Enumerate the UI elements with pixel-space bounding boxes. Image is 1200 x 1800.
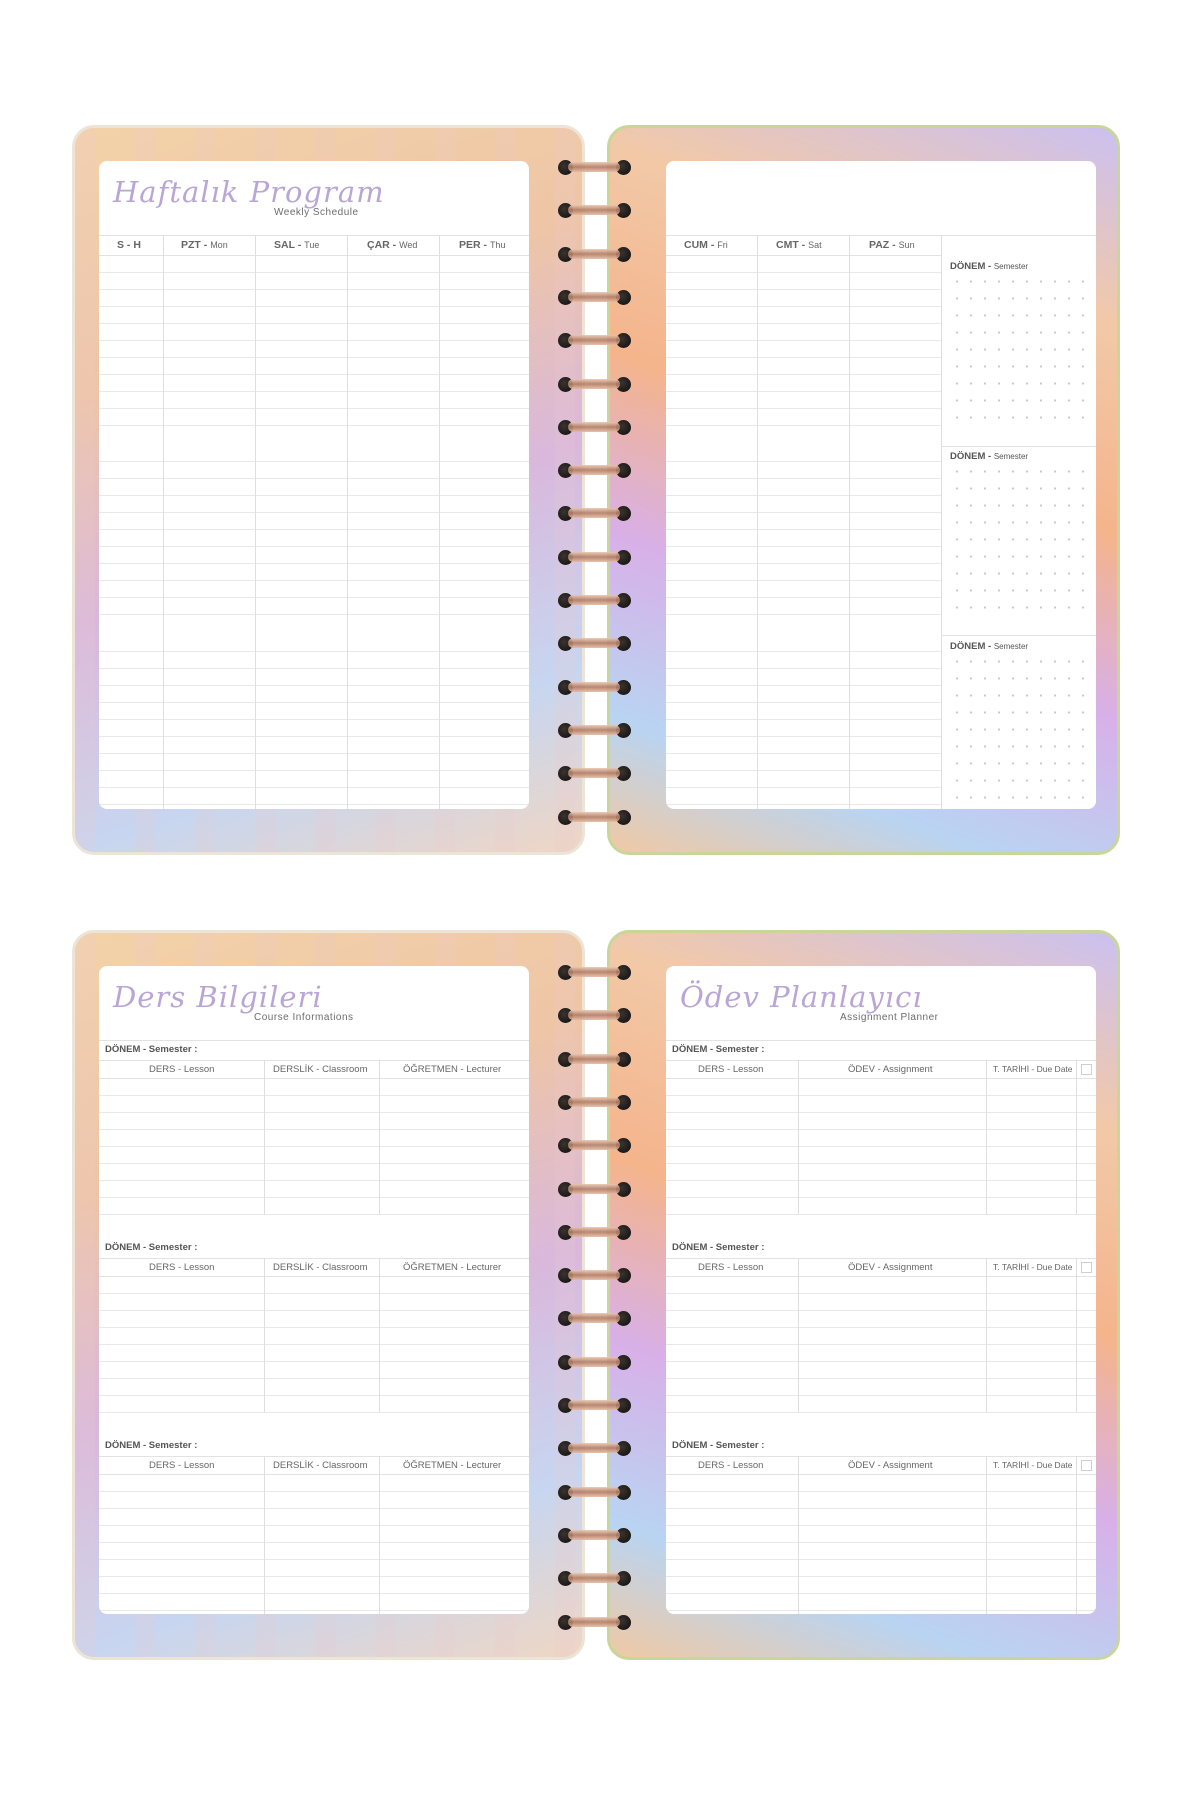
spiral-ring xyxy=(556,1135,636,1155)
binding-wire xyxy=(568,725,620,735)
col-classroom: DERSLİK - Classroom xyxy=(273,1262,368,1273)
binding-wire xyxy=(568,292,620,302)
weekly-subtitle: Weekly Schedule xyxy=(274,207,359,218)
assignment-title: Ödev Planlayıcı xyxy=(680,980,923,1014)
spiral-ring xyxy=(556,1049,636,1069)
course-info-page xyxy=(99,966,529,1614)
binding-wire xyxy=(568,1140,620,1150)
column-divider xyxy=(941,235,942,809)
binding-wire xyxy=(568,1443,620,1453)
course-rows-3[interactable] xyxy=(99,1475,529,1614)
assignment-rows-3[interactable] xyxy=(666,1475,1096,1614)
spiral-ring xyxy=(556,1395,636,1415)
divider xyxy=(666,1060,1096,1061)
col-assignment: ÖDEV - Assignment xyxy=(848,1262,933,1273)
column-divider xyxy=(255,235,256,809)
spiral-ring xyxy=(556,1179,636,1199)
binding-wire xyxy=(568,465,620,475)
spiral-ring xyxy=(556,1438,636,1458)
spiral-ring xyxy=(556,330,636,350)
spiral-ring xyxy=(556,1265,636,1285)
binding-wire xyxy=(568,682,620,692)
course-title: Ders Bilgileri xyxy=(113,980,323,1014)
col-lesson: DERS - Lesson xyxy=(698,1262,764,1273)
assignment-planner-page xyxy=(666,966,1096,1614)
divider xyxy=(666,235,1096,236)
binding-wire xyxy=(568,1573,620,1583)
column-divider xyxy=(264,1060,265,1214)
spiral-ring xyxy=(556,417,636,437)
spiral-ring xyxy=(556,590,636,610)
binding-wire xyxy=(568,1227,620,1237)
day-header-wed: ÇAR - Wed xyxy=(367,239,418,251)
day-header-tue: SAL - Tue xyxy=(274,239,320,251)
binding-wire xyxy=(568,1400,620,1410)
dot-grid-1[interactable] xyxy=(950,273,1090,425)
binding-wire xyxy=(568,1617,620,1627)
day-header-sh: S - H xyxy=(117,239,141,251)
column-divider xyxy=(986,1456,987,1614)
spiral-ring xyxy=(556,503,636,523)
col-classroom: DERSLİK - Classroom xyxy=(273,1460,368,1471)
right-cover xyxy=(607,930,1120,1660)
weekly-title: Haftalık Program xyxy=(113,175,385,209)
column-divider xyxy=(379,1258,380,1412)
binding-wire xyxy=(568,768,620,778)
spiral-ring xyxy=(556,633,636,653)
column-divider xyxy=(163,235,164,809)
semester-note-label: DÖNEM - Semester xyxy=(950,261,1029,272)
spiral-ring xyxy=(556,1482,636,1502)
divider xyxy=(99,1456,529,1457)
binding-wire xyxy=(568,1487,620,1497)
spiral-ring xyxy=(556,200,636,220)
spiral-binding xyxy=(556,962,636,1632)
spiral-ring xyxy=(556,1525,636,1545)
col-lecturer: ÖĞRETMEN - Lecturer xyxy=(403,1460,502,1471)
schedule-rows-3[interactable] xyxy=(666,635,941,809)
col-lecturer: ÖĞRETMEN - Lecturer xyxy=(403,1064,502,1075)
binding-wire xyxy=(568,379,620,389)
semester-label: DÖNEM - Semester : xyxy=(672,1242,765,1253)
weekly-right-page xyxy=(666,161,1096,809)
right-cover xyxy=(607,125,1120,855)
spiral-ring xyxy=(556,1005,636,1025)
divider xyxy=(941,446,1096,447)
check-icon xyxy=(1081,1460,1092,1471)
assignment-rows-1[interactable] xyxy=(666,1079,1096,1215)
assignment-subtitle: Assignment Planner xyxy=(840,1012,939,1023)
col-lesson: DERS - Lesson xyxy=(698,1064,764,1075)
column-divider xyxy=(439,235,440,809)
divider xyxy=(941,635,1096,636)
semester-label: DÖNEM - Semester : xyxy=(672,1044,765,1055)
spiral-ring xyxy=(556,1092,636,1112)
left-cover xyxy=(72,125,585,855)
column-divider xyxy=(986,1060,987,1214)
column-divider xyxy=(849,235,850,809)
binding-wire xyxy=(568,1357,620,1367)
column-divider xyxy=(1076,1060,1077,1214)
spiral-ring xyxy=(556,677,636,697)
day-header-sat: CMT - Sat xyxy=(776,239,822,251)
column-divider xyxy=(798,1456,799,1614)
col-assignment: ÖDEV - Assignment xyxy=(848,1460,933,1471)
divider xyxy=(666,1040,1096,1041)
binding-wire xyxy=(568,1054,620,1064)
spiral-ring xyxy=(556,1568,636,1588)
binding-wire xyxy=(568,967,620,977)
day-header-thu: PER - Thu xyxy=(459,239,506,251)
column-divider xyxy=(264,1258,265,1412)
spiral-ring xyxy=(556,1222,636,1242)
semester-note-label: DÖNEM - Semester xyxy=(950,641,1029,652)
column-divider xyxy=(986,1258,987,1412)
semester-note-label: DÖNEM - Semester xyxy=(950,451,1029,462)
spiral-ring xyxy=(556,1612,636,1632)
spiral-ring xyxy=(556,1308,636,1328)
spiral-ring xyxy=(556,244,636,264)
day-header-mon: PZT - Mon xyxy=(181,239,228,251)
spiral-ring xyxy=(556,720,636,740)
check-icon xyxy=(1081,1064,1092,1075)
binding-wire xyxy=(568,508,620,518)
course-assignment-spread xyxy=(72,930,1122,1660)
column-divider xyxy=(798,1258,799,1412)
binding-wire xyxy=(568,1530,620,1540)
semester-label: DÖNEM - Semester : xyxy=(105,1242,198,1253)
binding-wire xyxy=(568,205,620,215)
col-assignment: ÖDEV - Assignment xyxy=(848,1064,933,1075)
binding-wire xyxy=(568,1097,620,1107)
day-header-sun: PAZ - Sun xyxy=(869,239,915,251)
check-icon xyxy=(1081,1262,1092,1273)
weekly-left-page xyxy=(99,161,529,809)
spiral-ring xyxy=(556,460,636,480)
spiral-ring xyxy=(556,962,636,982)
dot-grid-3[interactable] xyxy=(950,653,1090,805)
course-rows-2[interactable] xyxy=(99,1277,529,1413)
divider xyxy=(666,1456,1096,1457)
schedule-rows-2[interactable] xyxy=(666,445,941,617)
binding-wire xyxy=(568,552,620,562)
column-divider xyxy=(264,1456,265,1614)
left-cover xyxy=(72,930,585,1660)
spiral-binding xyxy=(556,157,636,827)
binding-wire xyxy=(568,1010,620,1020)
spiral-ring xyxy=(556,287,636,307)
col-lesson: DERS - Lesson xyxy=(149,1262,215,1273)
binding-wire xyxy=(568,335,620,345)
schedule-rows-1[interactable] xyxy=(666,256,941,426)
column-divider xyxy=(379,1060,380,1214)
divider xyxy=(99,1060,529,1061)
course-rows-1[interactable] xyxy=(99,1079,529,1215)
weekly-spread xyxy=(72,125,1122,855)
column-divider xyxy=(379,1456,380,1614)
binding-wire xyxy=(568,1184,620,1194)
binding-wire xyxy=(568,422,620,432)
col-due-date: T. TARİHİ - Due Date xyxy=(993,1460,1073,1470)
col-lecturer: ÖĞRETMEN - Lecturer xyxy=(403,1262,502,1273)
spiral-ring xyxy=(556,1352,636,1372)
dot-grid-2[interactable] xyxy=(950,463,1090,615)
col-lesson: DERS - Lesson xyxy=(698,1460,764,1471)
spiral-ring xyxy=(556,374,636,394)
col-due-date: T. TARİHİ - Due Date xyxy=(993,1064,1073,1074)
column-divider xyxy=(757,235,758,809)
binding-wire xyxy=(568,1270,620,1280)
course-subtitle: Course Informations xyxy=(254,1012,354,1023)
binding-wire xyxy=(568,812,620,822)
spiral-ring xyxy=(556,807,636,827)
divider xyxy=(666,1258,1096,1259)
col-due-date: T. TARİHİ - Due Date xyxy=(993,1262,1073,1272)
col-lesson: DERS - Lesson xyxy=(149,1460,215,1471)
col-classroom: DERSLİK - Classroom xyxy=(273,1064,368,1075)
col-lesson: DERS - Lesson xyxy=(149,1064,215,1075)
column-divider xyxy=(1076,1456,1077,1614)
binding-wire xyxy=(568,249,620,259)
column-divider xyxy=(798,1060,799,1214)
binding-wire xyxy=(568,638,620,648)
column-divider xyxy=(1076,1258,1077,1412)
spiral-ring xyxy=(556,547,636,567)
binding-wire xyxy=(568,162,620,172)
binding-wire xyxy=(568,595,620,605)
spiral-ring xyxy=(556,157,636,177)
spiral-ring xyxy=(556,763,636,783)
column-divider xyxy=(347,235,348,809)
divider xyxy=(99,1258,529,1259)
semester-label: DÖNEM - Semester : xyxy=(105,1044,198,1055)
divider xyxy=(99,1040,529,1041)
day-header-fri: CUM - Fri xyxy=(684,239,728,251)
semester-label: DÖNEM - Semester : xyxy=(672,1440,765,1451)
semester-label: DÖNEM - Semester : xyxy=(105,1440,198,1451)
assignment-rows-2[interactable] xyxy=(666,1277,1096,1413)
binding-wire xyxy=(568,1313,620,1323)
